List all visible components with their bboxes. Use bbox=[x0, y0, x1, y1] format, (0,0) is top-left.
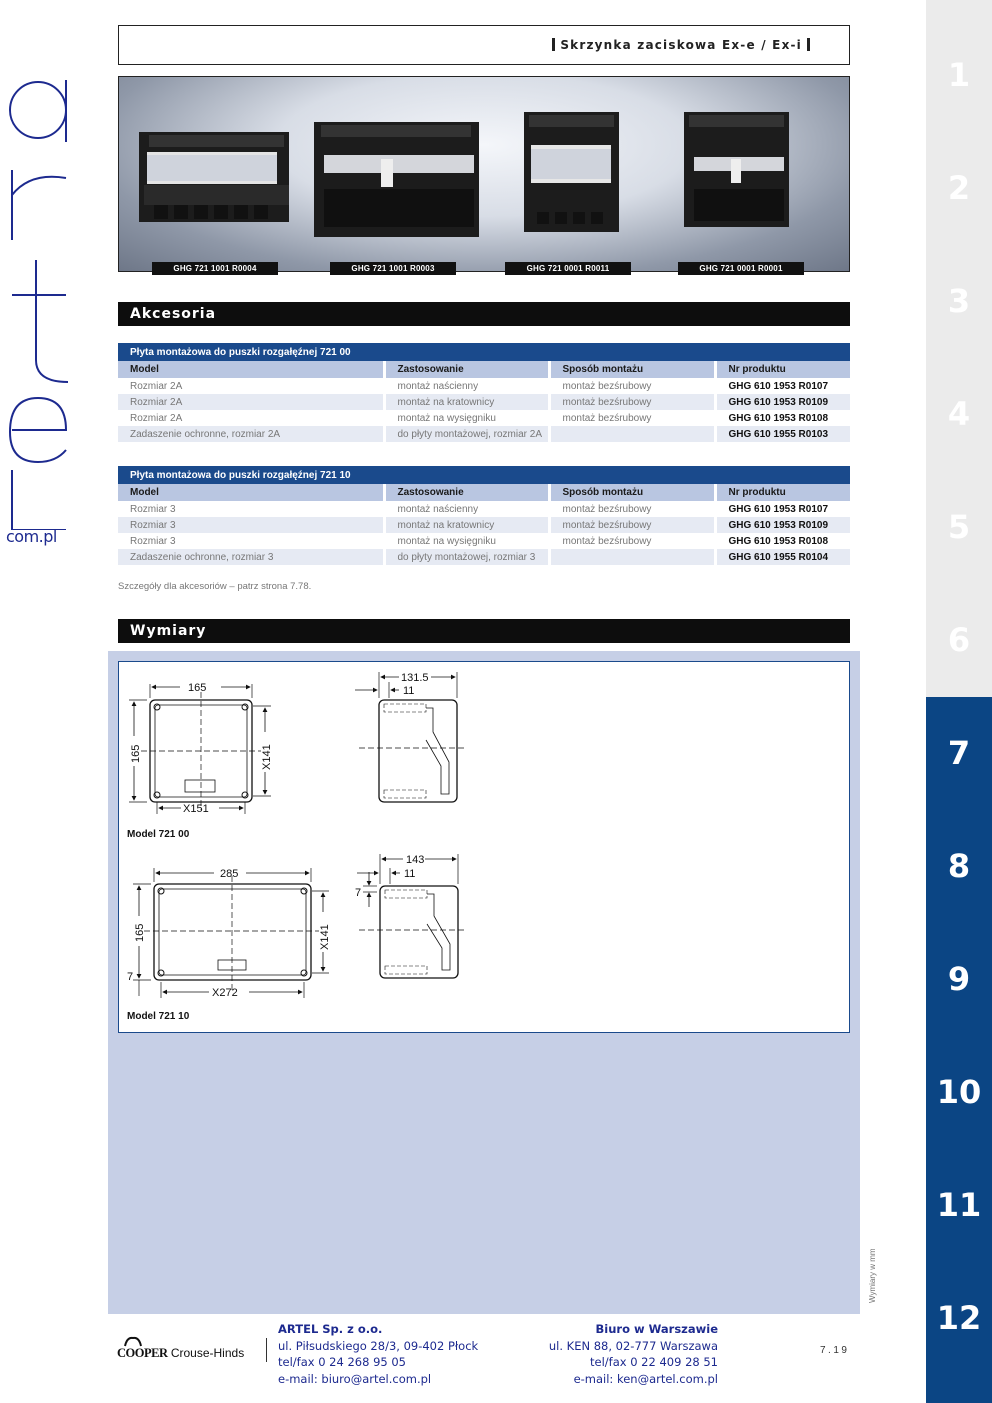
cell-product-number: GHG 610 1953 R0107 bbox=[728, 380, 829, 392]
product-photo-drawing bbox=[119, 77, 849, 271]
chapter-tabs bbox=[926, 0, 992, 1403]
cell-model: Rozmiar 2A bbox=[118, 410, 384, 426]
accessories-table-721-10 bbox=[118, 466, 850, 565]
table-row bbox=[118, 410, 850, 426]
tab-4[interactable]: 4 bbox=[926, 358, 992, 471]
dim-721-00-height: 165 bbox=[130, 744, 142, 763]
accessories-note: Szczegóły dla akcesoriów – patrz strona 7.78. bbox=[118, 581, 312, 592]
title-bar-left bbox=[552, 38, 555, 51]
cell-mounting: montaż bezśrubowy bbox=[549, 533, 715, 549]
footer-divider bbox=[266, 1338, 267, 1362]
company-phone: tel/fax 0 24 268 95 05 bbox=[278, 1355, 406, 1369]
artel-logo bbox=[0, 60, 90, 560]
cell-mounting: montaż bezśrubowy bbox=[549, 378, 715, 394]
dimensions-drawing-box bbox=[118, 661, 850, 1033]
cell-usage: do płyty montażowej, rozmiar 3 bbox=[384, 549, 549, 565]
terminal-box-1 bbox=[139, 132, 289, 222]
office-address: ul. KEN 88, 02-777 Warszawa bbox=[548, 1338, 718, 1353]
cell-product-number: GHG 610 1953 R0108 bbox=[728, 535, 829, 547]
table-row bbox=[118, 501, 850, 517]
tabs-top-fill bbox=[926, 0, 992, 19]
company-address: ul. Piłsudskiego 28/3, 09-402 Płock bbox=[278, 1338, 479, 1353]
tab-8[interactable]: 8 bbox=[926, 810, 992, 923]
product-photo bbox=[118, 76, 850, 272]
table-row bbox=[118, 533, 850, 549]
cell-usage: montaż na wysięgniku bbox=[384, 533, 549, 549]
cell-model: Rozmiar 3 bbox=[118, 501, 384, 517]
accessories-table-721-00 bbox=[118, 343, 850, 442]
table-row bbox=[118, 549, 850, 565]
column-header: Model bbox=[118, 484, 384, 501]
table-title: Płyta montażowa do puszki rozgałęźnej 721 00 bbox=[118, 343, 850, 361]
company-name: ARTEL Sp. z o.o. bbox=[278, 1322, 383, 1336]
dim-721-10-depth: 143 bbox=[406, 854, 425, 866]
column-header: Sposób montażu bbox=[549, 361, 715, 378]
cooper-brand-sub: Crouse-Hinds bbox=[170, 1346, 245, 1360]
tab-5[interactable]: 5 bbox=[926, 471, 992, 584]
dim-721-00-width: 165 bbox=[188, 682, 207, 694]
office-title: Biuro w Warszawie bbox=[595, 1322, 718, 1336]
terminal-box-2 bbox=[314, 122, 479, 237]
dim-721-10-bottom: 7 bbox=[127, 971, 134, 983]
dim-721-00-hole-height: X141 bbox=[261, 744, 273, 770]
tab-3[interactable]: 3 bbox=[926, 245, 992, 358]
dim-721-10-height: 165 bbox=[134, 923, 146, 942]
table-row bbox=[118, 394, 850, 410]
cell-mounting: montaż bezśrubowy bbox=[549, 394, 715, 410]
column-header: Zastosowanie bbox=[384, 361, 549, 378]
cell-mounting: montaż bezśrubowy bbox=[549, 410, 715, 426]
column-header: Nr produktu bbox=[715, 484, 850, 501]
dimension-drawings bbox=[119, 662, 849, 1032]
cell-mounting bbox=[549, 549, 715, 565]
title-bar-right bbox=[807, 38, 810, 51]
terminal-box-4 bbox=[684, 112, 789, 227]
cell-usage: montaż na kratownicy bbox=[384, 517, 549, 533]
dim-721-00-offset: 11 bbox=[403, 685, 415, 697]
cell-model: Zadaszenie ochronne, rozmiar 2A bbox=[118, 426, 384, 442]
tab-6[interactable]: 6 bbox=[926, 584, 992, 697]
footer-office bbox=[520, 1321, 718, 1387]
terminal-box-3 bbox=[524, 112, 619, 232]
cell-product-number: GHG 610 1955 R0104 bbox=[715, 549, 850, 565]
footer-company bbox=[278, 1321, 478, 1387]
column-header: Nr produktu bbox=[715, 361, 850, 378]
model-label-721-00: Model 721 00 bbox=[127, 829, 190, 840]
product-label-4: GHG 721 0001 R0001 bbox=[678, 262, 804, 275]
cell-usage: montaż naścienny bbox=[384, 378, 549, 394]
tab-2[interactable]: 2 bbox=[926, 132, 992, 245]
dim-721-10-side-top: 7 bbox=[355, 887, 362, 899]
column-header: Model bbox=[118, 361, 384, 378]
section-accessories: Akcesoria bbox=[118, 302, 850, 326]
dim-721-00-hole-width: X151 bbox=[183, 803, 209, 815]
tab-12[interactable]: 12 bbox=[926, 1262, 992, 1403]
company-email[interactable]: e-mail: biuro@artel.com.pl bbox=[278, 1371, 432, 1386]
section-dimensions: Wymiary bbox=[118, 619, 850, 643]
cell-model: Rozmiar 3 bbox=[118, 533, 384, 549]
column-header: Zastosowanie bbox=[384, 484, 549, 501]
cell-mounting: montaż bezśrubowy bbox=[549, 517, 715, 533]
page-title bbox=[547, 38, 815, 52]
tab-9[interactable]: 9 bbox=[926, 923, 992, 1036]
page-title-text: Skrzynka zaciskowa Ex-e / Ex-i bbox=[560, 38, 802, 52]
office-email[interactable]: e-mail: ken@artel.com.pl bbox=[573, 1371, 718, 1386]
cooper-brand-name: COOPER bbox=[117, 1346, 168, 1360]
cell-usage: montaż na kratownicy bbox=[384, 394, 549, 410]
tab-10[interactable]: 10 bbox=[926, 1036, 992, 1149]
cell-mounting: montaż bezśrubowy bbox=[549, 501, 715, 517]
cell-model: Rozmiar 2A bbox=[118, 378, 384, 394]
cell-usage: montaż naścienny bbox=[384, 501, 549, 517]
column-header: Sposób montażu bbox=[549, 484, 715, 501]
table-row bbox=[118, 517, 850, 533]
dim-721-10-hole-height: X141 bbox=[319, 924, 331, 950]
cell-usage: montaż na wysięgniku bbox=[384, 410, 549, 426]
product-label-1: GHG 721 1001 R0004 bbox=[152, 262, 278, 275]
cell-model: Rozmiar 2A bbox=[118, 394, 384, 410]
product-label-2: GHG 721 1001 R0003 bbox=[330, 262, 456, 275]
cooper-brand bbox=[117, 1346, 244, 1361]
tab-7[interactable]: 7 bbox=[926, 697, 992, 810]
tab-11[interactable]: 11 bbox=[926, 1149, 992, 1262]
cell-model: Zadaszenie ochronne, rozmiar 3 bbox=[118, 549, 384, 565]
cell-product-number: GHG 610 1955 R0103 bbox=[715, 426, 850, 442]
dim-721-10-hole-width: X272 bbox=[212, 987, 238, 999]
cell-product-number: GHG 610 1953 R0107 bbox=[728, 503, 829, 515]
tab-1[interactable]: 1 bbox=[926, 19, 992, 132]
cell-product-number: GHG 610 1953 R0108 bbox=[728, 412, 829, 424]
cell-model: Rozmiar 3 bbox=[118, 517, 384, 533]
page-number: 7.19 bbox=[820, 1345, 850, 1356]
model-label-721-10: Model 721 10 bbox=[127, 1011, 190, 1022]
units-note: Wymiary w mm bbox=[868, 1248, 877, 1303]
table-row bbox=[118, 378, 850, 394]
table-row bbox=[118, 426, 850, 442]
cell-usage: do płyty montażowej, rozmiar 2A bbox=[384, 426, 549, 442]
cell-product-number: GHG 610 1953 R0109 bbox=[715, 517, 850, 533]
front-view-721-00 bbox=[129, 684, 271, 814]
dim-721-10-offset: 11 bbox=[404, 868, 416, 880]
front-view-721-10 bbox=[133, 868, 329, 998]
cell-product-number: GHG 610 1953 R0109 bbox=[715, 394, 850, 410]
artel-logo-lettering bbox=[0, 60, 90, 530]
cell-mounting bbox=[549, 426, 715, 442]
dim-721-00-depth: 131.5 bbox=[401, 672, 429, 684]
artel-domain: com.pl bbox=[6, 527, 57, 546]
office-phone: tel/fax 0 22 409 28 51 bbox=[590, 1355, 718, 1369]
table-title: Płyta montażowa do puszki rozgałęźnej 721 10 bbox=[118, 466, 850, 484]
product-label-3: GHG 721 0001 R0011 bbox=[505, 262, 631, 275]
dim-721-10-width: 285 bbox=[220, 868, 239, 880]
page-header bbox=[118, 25, 850, 65]
